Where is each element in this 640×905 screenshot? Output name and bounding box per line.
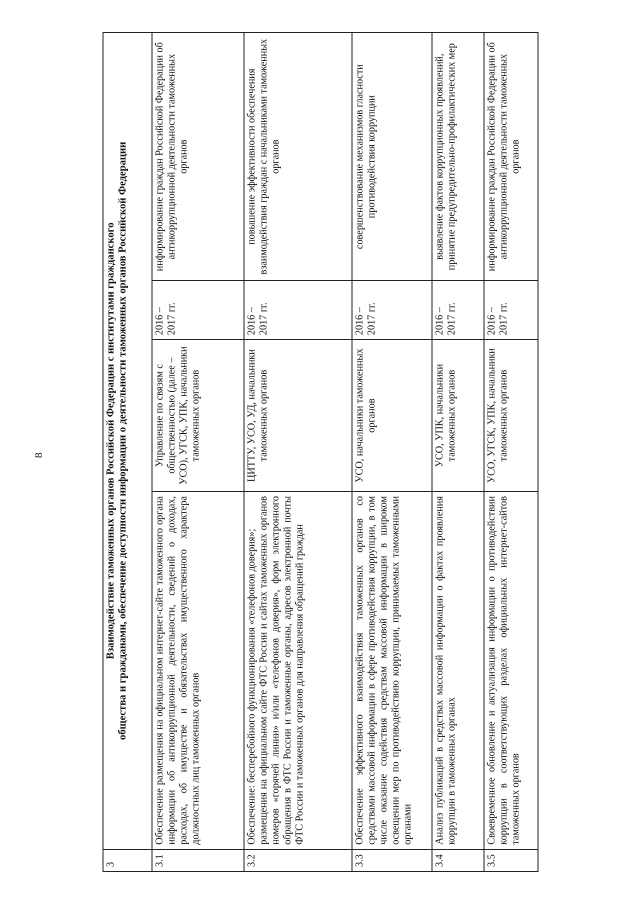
section-title — [103, 33, 152, 850]
section-header-row — [103, 33, 152, 872]
row-number: 3.1 — [152, 849, 244, 871]
measure-text: Обеспечение размещения на официальном интернет-сайте таможенного органа информации об антикоррупционной деятельности, сведений о доходах, расходах, об имуществе и обязательствах имущественного характера должностных лиц таможенных органов — [152, 492, 244, 850]
rotated-table-wrapper — [103, 32, 538, 872]
measures-table — [103, 32, 539, 872]
responsible-text: УСО, УПК, начальники таможенных органов — [432, 340, 484, 492]
result-text: совершенствование механизмов гласности противодействия коррупции — [352, 33, 432, 281]
section-title-line-2: общества и гражданами, обеспечение доступности информации о деятельности таможенных органов Российской Федерации — [117, 141, 129, 740]
table-row — [484, 33, 538, 872]
row-number: 3.4 — [432, 849, 484, 871]
term-text: 2016 – 2017 гг. — [484, 281, 538, 340]
measure-text: Анализ публикаций в средствах массовой информации о фактах проявления коррупции в таможенных органах — [432, 492, 484, 850]
result-text: повышение эффективности обеспечения взаимодействия граждан с начальниками таможенных органов — [244, 33, 352, 281]
measure-text: Своевременное обновление и актуализация информации о противодействии коррупции в соответствующих разделах официальных интернет-сайтов таможенных органов — [484, 492, 538, 850]
row-number: 3.3 — [352, 849, 432, 871]
term-text: 2016 – 2017 гг. — [432, 281, 484, 340]
result-text: информирование граждан Российской Федерации об антикоррупционной деятельности таможенных органов — [484, 33, 538, 281]
table-row — [432, 33, 484, 872]
responsible-text: ЦИТТУ, УСО, УД, начальники таможенных органов — [244, 340, 352, 492]
table-row — [244, 33, 352, 872]
result-text: информирование граждан Российской Федерации об антикоррупционной деятельности таможенных органов — [152, 33, 244, 281]
section-number: 3 — [103, 849, 152, 871]
result-text: выявление фактов коррупционных проявлений, принятие предупредительно-профилактических мер — [432, 33, 484, 281]
responsible-text: Управление по связям с общественностью (далее – УСО), УГСК, УПК, начальники таможенных органов — [152, 340, 244, 492]
table-row — [152, 33, 244, 872]
measure-text: Обеспечение эффективного взаимодействия таможенных органов со средствами массовой информации в сфере противодействия коррупции, в том числе оказание содействия средствам массовой информации в широком освещении мер по противодействию коррупции, принимаемых таможенными органами — [352, 492, 432, 850]
row-number: 3.5 — [484, 849, 538, 871]
term-text: 2016 – 2017 гг. — [352, 281, 432, 340]
responsible-text: УСО, начальники таможенных органов — [352, 340, 432, 492]
term-text: 2016 – 2017 гг. — [152, 281, 244, 340]
row-number: 3.2 — [244, 849, 352, 871]
measure-paragraph: Обеспечение: бесперебойного функционирования «телефонов доверия»; — [246, 528, 258, 845]
responsible-text: УСО, УГСК, УПК, начальники таможенных органов — [484, 340, 538, 492]
page-number: 8 — [33, 452, 45, 458]
measure-paragraph: размещения на официальном сайте ФТС России и сайтах таможенных органов номеров «горячей линии» и/или «телефонов доверия», форм электронного обращения в ФТС России и таможенные органы, адресов электронной почты ФТС России и таможенных органов для направления обращений граждан — [258, 496, 306, 845]
term-text: 2016 – 2017 гг. — [244, 281, 352, 340]
table-row — [352, 33, 432, 872]
section-title-line-1: Взаимодействие таможенных органов Российской Федерации с институтами гражданского — [105, 222, 117, 660]
measure-text — [244, 492, 352, 850]
